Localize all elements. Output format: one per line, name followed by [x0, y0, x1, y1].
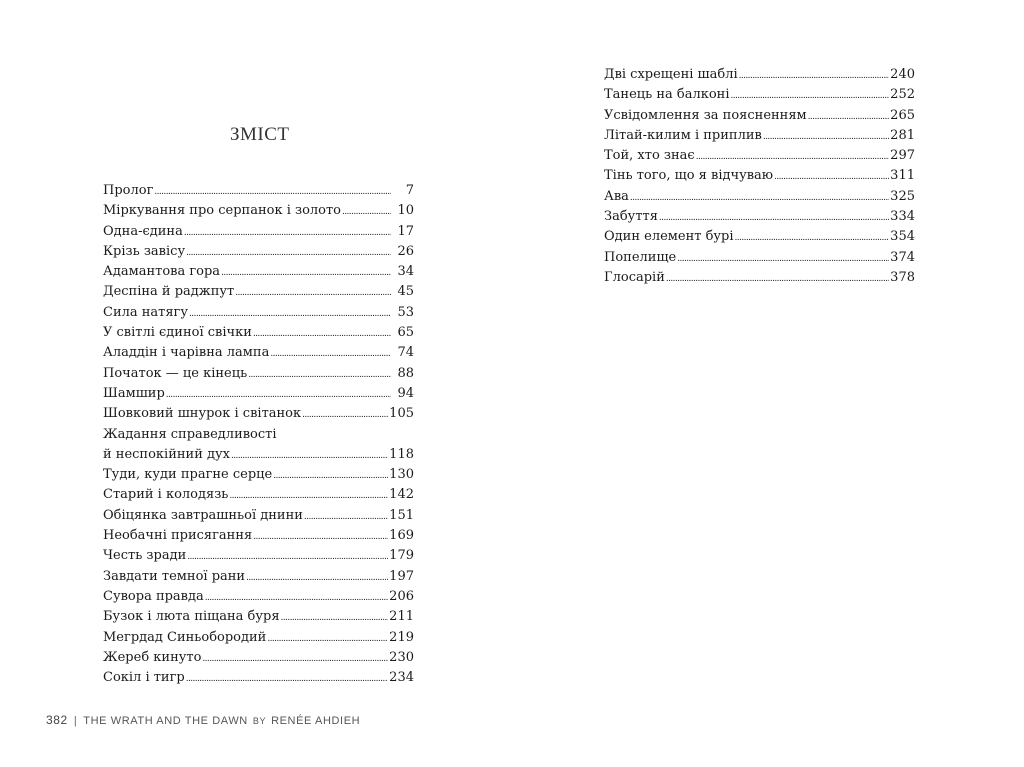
toc-dot-leader — [189, 304, 391, 324]
toc-entry-title: Глосарій — [604, 269, 665, 285]
toc-entry — [103, 526, 414, 546]
toc-entry-title: Один елемент бурі — [604, 229, 734, 245]
toc-dot-leader — [630, 188, 889, 208]
toc-entry-title: Танець на балконі — [604, 87, 730, 103]
toc-entry-page: 211 — [389, 609, 414, 625]
toc-entry-title: Бузок і люта піщана буря — [103, 609, 280, 625]
toc-dot-leader — [302, 405, 388, 425]
toc-dot-leader — [666, 269, 889, 289]
toc-entry-title: Початок — це кінець — [103, 365, 248, 381]
toc-entry-page: 311 — [890, 168, 915, 184]
toc-dot-leader — [187, 547, 388, 567]
toc-entry-title: Ава — [604, 188, 629, 204]
toc-entry — [103, 648, 414, 668]
toc-entry-page: 240 — [890, 67, 915, 82]
toc-entry — [103, 303, 414, 323]
toc-entry — [103, 465, 414, 485]
toc-entry — [103, 628, 414, 648]
toc-title: ЗМІСТ — [230, 124, 290, 145]
toc-entry-page: 206 — [389, 588, 414, 604]
toc-dot-leader — [221, 263, 391, 283]
toc-entry-title: й неспокійний дух — [103, 446, 230, 462]
toc-entry-title: Старий і колодязь — [103, 487, 229, 503]
toc-entry — [604, 126, 915, 146]
toc-entry-page: 179 — [389, 548, 414, 564]
toc-entry — [604, 166, 915, 186]
toc-entry-page: 17 — [397, 223, 414, 239]
toc-dot-leader — [202, 649, 388, 669]
toc-entry-title: Честь зради — [103, 548, 187, 564]
toc-dot-leader — [235, 283, 391, 303]
toc-entry — [103, 323, 414, 343]
toc-dot-leader — [205, 588, 388, 608]
toc-entry-title: Аладдін і чарівна лампа — [103, 345, 270, 361]
toc-entry-page: 53 — [397, 304, 414, 320]
toc-entry-page: 7 — [405, 183, 414, 198]
toc-entry-title: Шамшир — [103, 385, 165, 401]
toc-dot-leader — [774, 167, 889, 187]
toc-entry — [103, 201, 414, 221]
toc-entry-title: Тінь того, що я відчуваю — [604, 168, 774, 184]
toc-dot-leader — [735, 228, 890, 248]
toc-entry-page: 252 — [890, 87, 915, 103]
toc-entry-page: 354 — [890, 229, 915, 245]
toc-entry — [103, 607, 414, 627]
toc-entry-title: Адамантова гора — [103, 264, 221, 280]
toc-entry-page: 234 — [389, 670, 414, 686]
toc-entry-title: Той, хто знає — [604, 148, 695, 164]
toc-entry-page: 142 — [389, 487, 414, 503]
toc-dot-leader — [763, 127, 889, 147]
footer-by: BY — [252, 716, 267, 726]
toc-entry — [103, 404, 414, 424]
toc-entry — [604, 227, 915, 247]
toc-dot-leader — [246, 568, 388, 588]
toc-entry-page: 197 — [389, 568, 414, 584]
toc-entry — [604, 187, 915, 207]
toc-entry-page: 325 — [890, 188, 915, 204]
toc-entry-page: 34 — [397, 264, 414, 280]
toc-entry — [604, 146, 915, 166]
page-number: 382 — [46, 713, 68, 727]
toc-entry-title: Одна-єдина — [103, 223, 183, 239]
toc-dot-leader — [186, 243, 391, 263]
toc-entry — [103, 384, 414, 404]
toc-entry-page: 219 — [389, 629, 414, 645]
toc-dot-leader — [342, 202, 391, 222]
toc-dot-leader — [281, 608, 389, 628]
toc-entry-page: 10 — [397, 203, 414, 219]
toc-dot-leader — [253, 527, 388, 547]
toc-entry — [103, 506, 414, 526]
toc-entry-page: 169 — [389, 528, 414, 544]
toc-entry — [103, 445, 414, 465]
toc-entry-title: Необачні присягання — [103, 528, 253, 544]
toc-entry-title: Туди, куди прагне серце — [103, 467, 273, 483]
toc-dot-leader — [166, 385, 391, 405]
toc-entry — [604, 65, 915, 85]
toc-entry-page: 118 — [389, 446, 414, 462]
footer-separator: | — [73, 715, 78, 727]
toc-dot-leader — [184, 223, 391, 243]
toc-entry-page: 281 — [890, 127, 915, 143]
toc-dot-leader — [304, 507, 388, 527]
toc-entry — [103, 282, 414, 302]
toc-dot-leader — [253, 324, 391, 344]
toc-dot-leader — [267, 629, 388, 649]
toc-entry — [103, 668, 414, 688]
toc-list-right — [604, 65, 915, 288]
toc-entry-title: Усвідомлення за поясненням — [604, 107, 807, 123]
toc-entry — [604, 268, 915, 288]
toc-entry-page: 26 — [397, 243, 414, 259]
toc-entry — [103, 343, 414, 363]
toc-entry-page: 378 — [890, 269, 915, 285]
page-footer — [46, 713, 360, 727]
toc-entry-title: Літай-килим і приплив — [604, 127, 762, 143]
toc-dot-leader — [186, 669, 388, 689]
toc-dot-leader — [696, 147, 889, 167]
toc-entry-title: Сувора правда — [103, 588, 204, 604]
toc-entry-page: 297 — [890, 148, 915, 164]
toc-dot-leader — [808, 107, 890, 127]
toc-entry-page: 265 — [890, 107, 915, 123]
toc-entry-title: Завдати темної рани — [103, 568, 246, 584]
toc-entry-title: Попелище — [604, 249, 677, 265]
toc-entry-title: Обіцянка завтрашньої днини — [103, 507, 303, 523]
toc-entry-page: 74 — [397, 345, 414, 361]
toc-entry-page: 94 — [397, 385, 414, 401]
toc-entry-page: 151 — [389, 507, 414, 523]
toc-entry-title: Жадання справедливості — [103, 426, 277, 442]
toc-entry — [103, 181, 414, 201]
footer-author: RENÉE AHDIEH — [271, 715, 361, 727]
toc-entry-page: 130 — [389, 467, 414, 483]
toc-dot-leader — [270, 344, 391, 364]
toc-entry-title: Сила натягу — [103, 304, 189, 320]
footer-book-title: THE WRATH AND THE DAWN — [83, 715, 248, 727]
toc-entry — [604, 207, 915, 227]
toc-dot-leader — [248, 365, 391, 385]
toc-entry-page: 65 — [397, 325, 414, 341]
toc-entry-page: 105 — [389, 406, 414, 422]
toc-entry-page: 230 — [389, 649, 414, 665]
toc-entry-title: Забуття — [604, 209, 658, 225]
toc-entry — [103, 587, 414, 607]
toc-entry-page: 334 — [890, 209, 915, 225]
toc-list-left — [103, 181, 414, 688]
toc-dot-leader — [229, 486, 388, 506]
toc-dot-leader — [273, 466, 388, 486]
toc-entry-title: Міркування про серпанок і золото — [103, 203, 342, 219]
toc-entry-title: Сокіл і тигр — [103, 670, 185, 686]
toc-entry — [604, 106, 915, 126]
toc-dot-leader — [731, 86, 890, 106]
toc-entry — [103, 364, 414, 384]
toc-entry — [103, 262, 414, 282]
toc-entry — [103, 222, 414, 242]
toc-entry-title: Деспіна й раджпут — [103, 284, 235, 300]
toc-dot-leader — [739, 66, 890, 86]
toc-entry — [103, 425, 414, 445]
toc-entry-title: Крізь завісу — [103, 243, 186, 259]
toc-entry — [103, 242, 414, 262]
toc-entry — [103, 567, 414, 587]
toc-entry-page: 88 — [397, 365, 414, 381]
toc-entry-title: Шовковий шнурок і світанок — [103, 406, 302, 422]
toc-entry-page: 45 — [397, 284, 414, 300]
toc-dot-leader — [154, 182, 391, 202]
toc-entry-title: Дві схрещені шаблі — [604, 67, 738, 82]
toc-entry — [103, 546, 414, 566]
toc-entry-page: 374 — [890, 249, 915, 265]
toc-entry — [604, 248, 915, 268]
toc-entry-title: Жереб кинуто — [103, 649, 202, 665]
toc-dot-leader — [659, 208, 889, 228]
toc-entry — [604, 85, 915, 105]
toc-entry-title: Мегрдад Синьобородий — [103, 629, 267, 645]
toc-dot-leader — [231, 446, 388, 466]
toc-entry-title: Пролог — [103, 183, 154, 198]
toc-entry — [103, 485, 414, 505]
toc-entry-title: У світлі єдиної свічки — [103, 325, 252, 341]
toc-dot-leader — [677, 249, 889, 269]
